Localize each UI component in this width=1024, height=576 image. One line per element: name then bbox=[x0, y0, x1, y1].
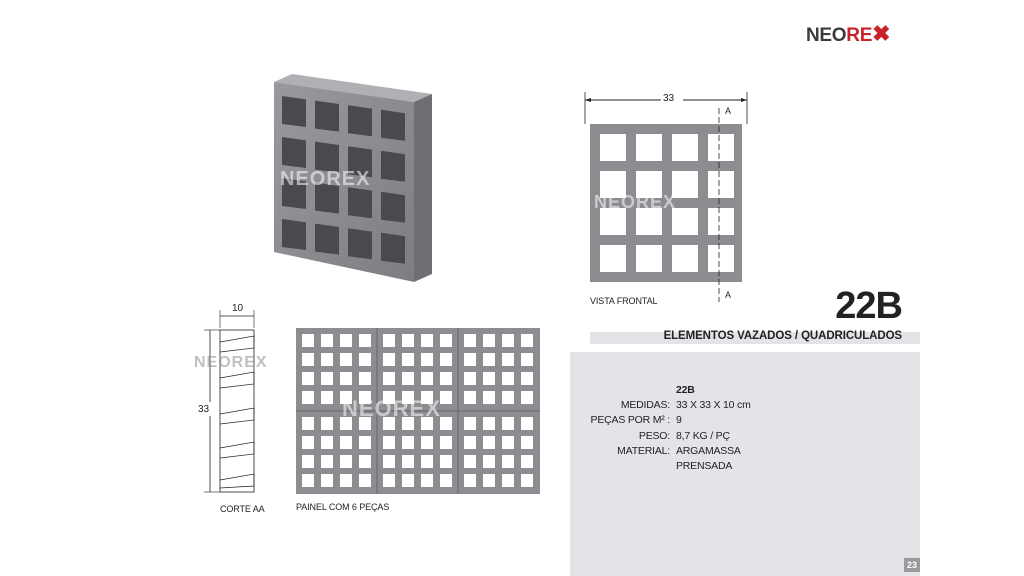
frontal-hole bbox=[636, 134, 662, 161]
spec-key: MATERIAL: bbox=[617, 445, 670, 457]
frontal-hole bbox=[708, 245, 734, 272]
section-view-label: CORTE AA bbox=[220, 504, 265, 514]
section-marker-bottom: A bbox=[725, 290, 731, 300]
panel-hole bbox=[502, 334, 514, 347]
logo-neo-text: NEO bbox=[806, 25, 847, 46]
panel-hole bbox=[302, 372, 314, 385]
panel-hole bbox=[321, 353, 333, 366]
section-marker-top: A bbox=[725, 106, 731, 116]
panel-hole bbox=[402, 353, 414, 366]
product-subtitle: ELEMENTOS VAZADOS / QUADRICULADOS bbox=[663, 330, 902, 342]
panel-hole bbox=[483, 474, 495, 487]
logo-x-mark: ✖ bbox=[872, 21, 891, 46]
panel-hole bbox=[502, 436, 514, 449]
panel-hole bbox=[302, 417, 314, 430]
panel-hole bbox=[340, 455, 352, 468]
panel-hole bbox=[359, 436, 371, 449]
block-hole bbox=[381, 151, 405, 182]
panel-hole bbox=[402, 474, 414, 487]
panel-hole bbox=[464, 391, 476, 404]
panel-hole bbox=[321, 455, 333, 468]
watermark-panel: NEOREX bbox=[342, 396, 441, 421]
page-number: 23 bbox=[904, 558, 920, 572]
panel-hole bbox=[421, 474, 433, 487]
panel-hole bbox=[464, 334, 476, 347]
panel-hole bbox=[383, 436, 395, 449]
panel-hole bbox=[521, 334, 533, 347]
frontal-hole bbox=[600, 134, 626, 161]
block-hole bbox=[315, 101, 339, 132]
panel-hole bbox=[440, 436, 452, 449]
panel-hole bbox=[521, 417, 533, 430]
panel-hole bbox=[383, 334, 395, 347]
panel-hole bbox=[502, 353, 514, 366]
spec-value-material-line2: PRENSADA bbox=[676, 460, 733, 472]
panel-hole bbox=[521, 372, 533, 385]
frontal-width-dim: 33 bbox=[663, 93, 674, 104]
spec-value: 9 bbox=[676, 414, 682, 426]
panel-hole bbox=[402, 455, 414, 468]
panel-hole bbox=[359, 474, 371, 487]
panel-hole bbox=[440, 391, 452, 404]
panel-hole bbox=[321, 334, 333, 347]
panel-hole bbox=[483, 353, 495, 366]
panel-hole bbox=[483, 372, 495, 385]
panel-hole bbox=[521, 353, 533, 366]
panel-hole bbox=[440, 474, 452, 487]
panel-hole bbox=[383, 455, 395, 468]
block-hole bbox=[348, 228, 372, 259]
block-hole bbox=[315, 224, 339, 255]
panel-hole bbox=[340, 436, 352, 449]
panel-hole bbox=[502, 474, 514, 487]
block-hole bbox=[348, 105, 372, 136]
panel-hole bbox=[421, 353, 433, 366]
panel-hole bbox=[359, 372, 371, 385]
panel-hole bbox=[464, 353, 476, 366]
frontal-hole bbox=[636, 245, 662, 272]
block-hole bbox=[381, 110, 405, 141]
panel-hole bbox=[502, 372, 514, 385]
panel-hole bbox=[302, 353, 314, 366]
panel-hole bbox=[421, 455, 433, 468]
frontal-view-label: VISTA FRONTAL bbox=[590, 296, 658, 306]
watermark-section: NEOREX bbox=[194, 354, 268, 371]
panel-hole bbox=[321, 372, 333, 385]
panel-hole bbox=[502, 455, 514, 468]
frontal-hole bbox=[672, 134, 698, 161]
panel-hole bbox=[421, 372, 433, 385]
panel-hole bbox=[340, 353, 352, 366]
block-hole bbox=[348, 187, 372, 218]
panel-hole bbox=[521, 474, 533, 487]
frontal-hole bbox=[708, 134, 734, 161]
panel-hole bbox=[302, 455, 314, 468]
frontal-hole bbox=[708, 208, 734, 235]
panel-hole bbox=[521, 455, 533, 468]
panel-hole bbox=[521, 436, 533, 449]
panel-hole bbox=[383, 474, 395, 487]
block-hole bbox=[381, 233, 405, 264]
panel-hole bbox=[359, 334, 371, 347]
panel-hole bbox=[440, 372, 452, 385]
panel-hole bbox=[483, 391, 495, 404]
section-height-dim: 33 bbox=[198, 404, 209, 415]
spec-value: ARGAMASSA bbox=[676, 445, 741, 457]
spec-value: 8,7 KG / PÇ bbox=[676, 430, 730, 442]
panel-hole bbox=[440, 353, 452, 366]
panel-label: PAINEL COM 6 PEÇAS bbox=[296, 502, 390, 512]
panel-hole bbox=[340, 474, 352, 487]
panel-hole bbox=[521, 391, 533, 404]
watermark-frontal: NEOREX bbox=[594, 192, 677, 212]
panel-hole bbox=[302, 334, 314, 347]
block-hole bbox=[282, 219, 306, 250]
panel-hole bbox=[464, 455, 476, 468]
panel-hole bbox=[302, 474, 314, 487]
panel-hole bbox=[502, 417, 514, 430]
panel-hole bbox=[483, 417, 495, 430]
panel-hole bbox=[302, 436, 314, 449]
panel-hole bbox=[359, 455, 371, 468]
section-width-dim: 10 bbox=[232, 303, 243, 314]
spec-key: MEDIDAS: bbox=[620, 399, 670, 411]
panel-hole bbox=[483, 436, 495, 449]
spec-value: 33 X 33 X 10 cm bbox=[676, 399, 751, 411]
block-hole bbox=[282, 137, 306, 168]
logo-re-text: RE bbox=[846, 25, 873, 46]
panel-hole bbox=[321, 474, 333, 487]
panel-hole bbox=[440, 334, 452, 347]
panel-hole bbox=[402, 334, 414, 347]
panel-hole bbox=[359, 353, 371, 366]
spec-key: PEÇAS POR M² : bbox=[590, 414, 670, 426]
panel-hole bbox=[421, 436, 433, 449]
spec-model: 22B bbox=[676, 384, 695, 396]
panel-hole bbox=[440, 417, 452, 430]
panel-hole bbox=[421, 334, 433, 347]
product-code: 22B bbox=[835, 285, 902, 327]
panel-hole bbox=[464, 474, 476, 487]
spec-panel bbox=[570, 352, 920, 576]
panel-hole bbox=[321, 391, 333, 404]
panel-hole bbox=[383, 372, 395, 385]
watermark-block: NEOREX bbox=[280, 168, 371, 190]
panel-hole bbox=[340, 334, 352, 347]
frontal-hole bbox=[708, 171, 734, 198]
spec-key: PESO: bbox=[638, 430, 670, 442]
panel-hole bbox=[483, 334, 495, 347]
panel-hole bbox=[464, 436, 476, 449]
panel-hole bbox=[440, 455, 452, 468]
frontal-hole bbox=[600, 245, 626, 272]
panel-hole bbox=[464, 372, 476, 385]
frontal-hole bbox=[672, 245, 698, 272]
panel-hole bbox=[402, 436, 414, 449]
block-hole bbox=[381, 192, 405, 223]
panel-hole bbox=[464, 417, 476, 430]
panel-hole bbox=[502, 391, 514, 404]
panel-hole bbox=[302, 391, 314, 404]
panel-hole bbox=[340, 372, 352, 385]
panel-hole bbox=[321, 436, 333, 449]
panel-hole bbox=[383, 353, 395, 366]
panel-hole bbox=[321, 417, 333, 430]
section-view bbox=[190, 302, 280, 502]
brand-logo bbox=[806, 20, 898, 48]
panel-hole bbox=[402, 372, 414, 385]
panel-hole bbox=[483, 455, 495, 468]
block-hole bbox=[282, 96, 306, 127]
